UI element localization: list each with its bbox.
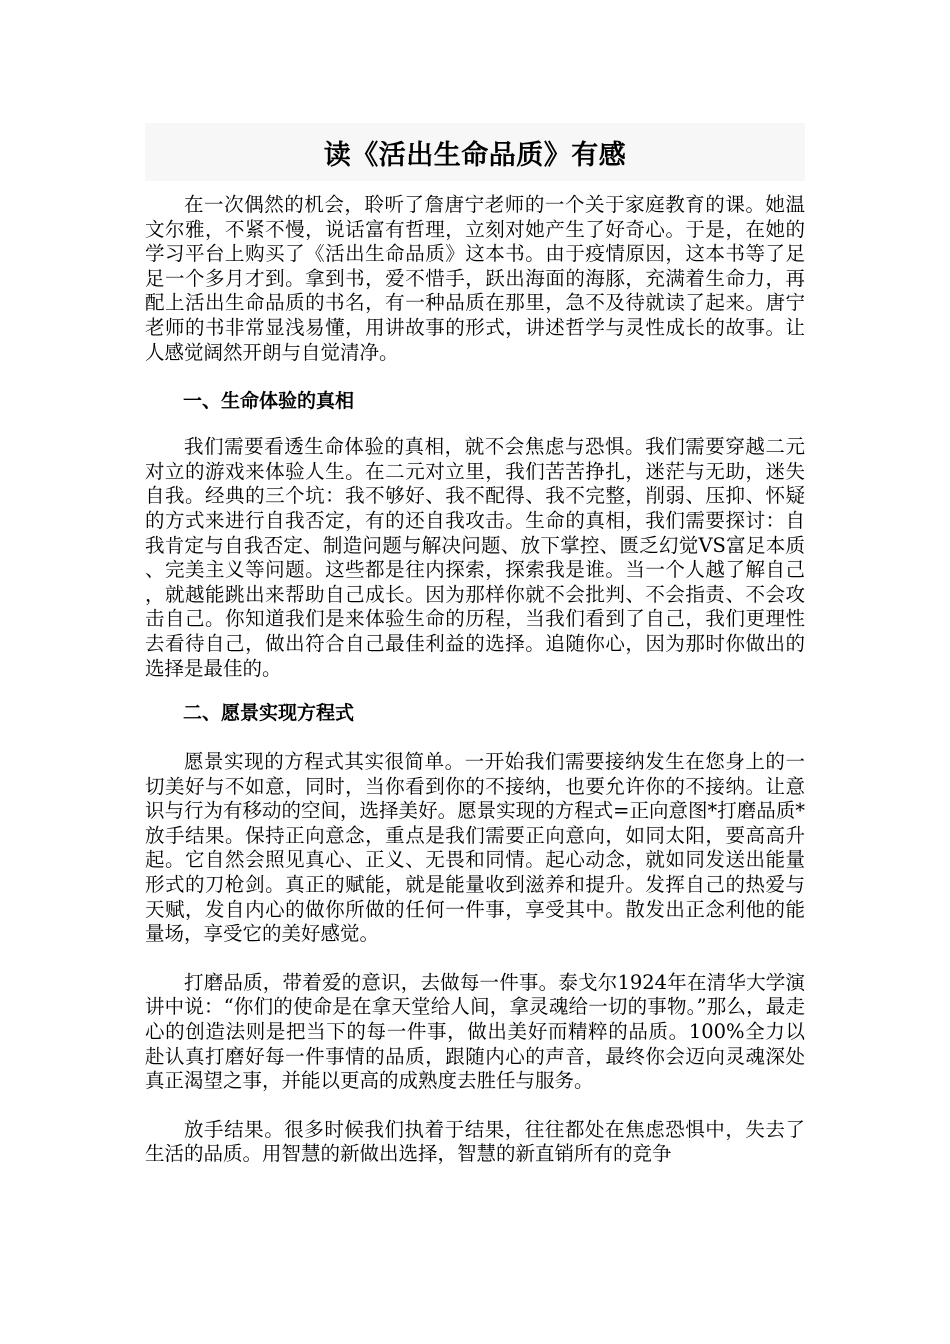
section2-paragraph-3: 放手结果。很多时候我们执着于结果，往往都处在焦虑恐惧中，失去了生活的品质。用智慧的新做出选择，智慧的新直销所有的竞争 [145, 1117, 805, 1166]
document-page [145, 123, 805, 1167]
section-heading-2: 二、愿景实现方程式 [183, 702, 355, 725]
section1-paragraph: 我们需要看透生命体验的真相，就不会焦虑与恐惧。我们需要穿越二元对立的游戏来体验人生。在二元对立里，我们苦苦挣扎，迷茫与无助，迷失自我。经典的三个坑：我不够好、我不配得、我不完整，削弱、压抑、怀疑的方式来进行自我否定，有的还自我攻击。生命的真相，我们需要探讨：自我肯定与自我否定、制造问题与解决问题、放下掌控、匮乏幻觉VS富足本质、完美主义等问题。这些都是往内探索，探索我是谁。当一个人越了解自己，就越能跳出来帮助自己成长。因为那样你就不会批判、不会指责、不会攻击自己。你知道我们是来体验生命的历程，当我们看到了自己，我们更理性去看待自己，做出符合自己最佳利益的选择。追随你心，因为那时你做出的选择是最佳的。 [145, 435, 805, 680]
document-title: 读《活出生命品质》有感 [323, 139, 627, 171]
section-heading-1: 一、生命体验的真相 [183, 390, 355, 413]
section2-paragraph-1: 愿景实现的方程式其实很简单。一开始我们需要接纳发生在您身上的一切美好与不如意，同时，当你看到你的不接纳，也要允许你的不接纳。让意识与行为有移动的空间，选择美好。愿景实现的方程式=正向意图*打磨品质*放手结果。保持正向意念，重点是我们需要正向意向，如同太阳，要高高升起。它自然会照见真心、正义、无畏和同情。起心动念，就如同发送出能量形式的刀枪剑。真正的赋能，就是能量收到滋养和提升。发挥自己的热爱与天赋，发自内心的做你所做的任何一件事，享受其中。散发出正念利他的能量场，享受它的美好感觉。 [145, 750, 805, 946]
title-band [145, 123, 805, 181]
intro-paragraph: 在一次偶然的机会，聆听了詹唐宁老师的一个关于家庭教育的课。她温文尔雅，不紧不慢，说话富有哲理，立刻对她产生了好奇心。于是，在她的学习平台上购买了《活出生命品质》这本书。由于疫情原因，这本书等了足足一个多月才到。拿到书，爱不惜手，跃出海面的海豚，充满着生命力，再配上活出生命品质的书名，有一种品质在那里，急不及待就读了起来。唐宁老师的书非常显浅易懂，用讲故事的形式，讲述哲学与灵性成长的故事。让人感觉阔然开朗与自觉清净。 [145, 193, 805, 364]
section2-paragraph-2: 打磨品质，带着爱的意识，去做每一件事。泰戈尔1924年在清华大学演讲中说：“你们的使命是在拿天堂给人间，拿灵魂给一切的事物。”那么，最走心的创造法则是把当下的每一件事，做出美好而精粹的品质。100%全力以赴认真打磨好每一件事情的品质，跟随内心的声音，最终你会迈向灵魂深处真正渴望之事，并能以更高的成熟度去胜任与服务。 [145, 970, 805, 1093]
